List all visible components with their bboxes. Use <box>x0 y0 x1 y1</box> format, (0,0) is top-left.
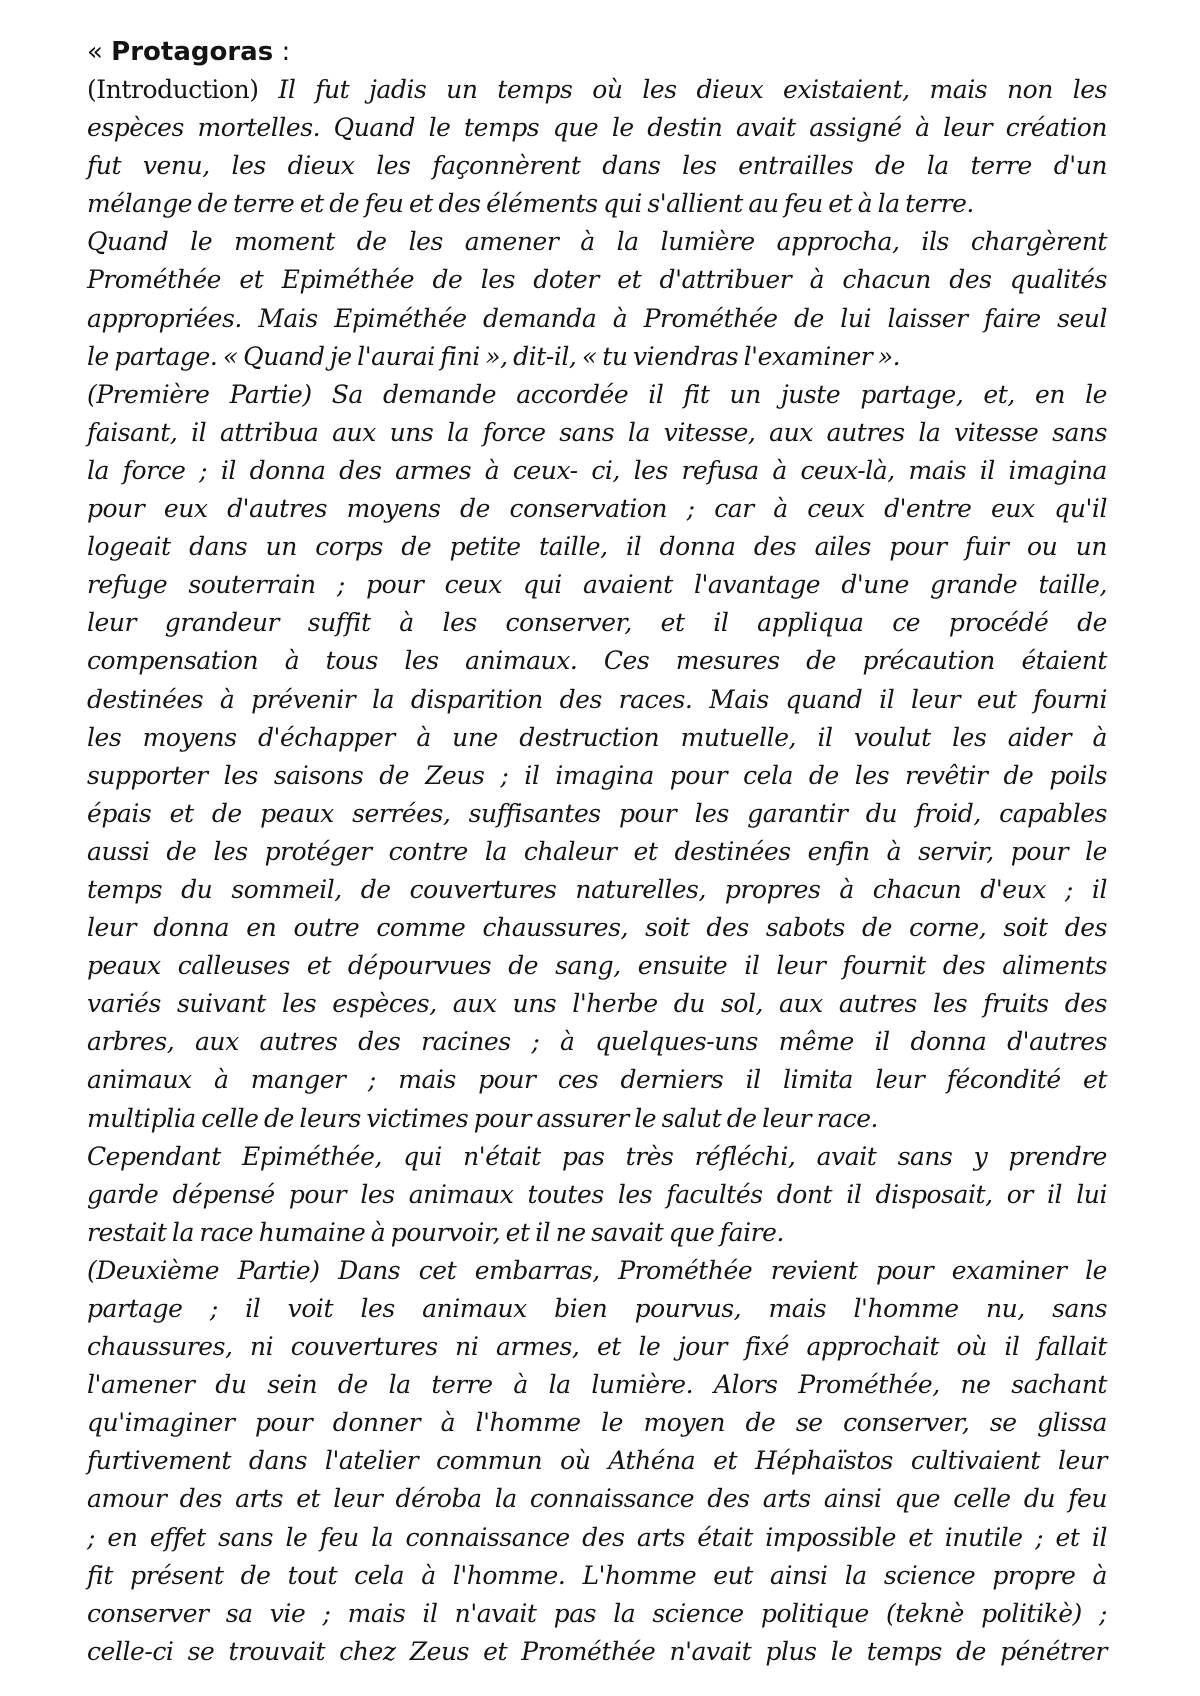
intro-label: (Introduction) <box>87 75 259 104</box>
text-line: refuge souterrain ; pour ceux qui avaient l'avantage d'une grande taille, <box>87 570 1107 600</box>
text-line: partage ; il voit les animaux bien pourvus, mais l'homme nu, sans <box>87 1294 1107 1323</box>
text-line: peaux calleuses et dépourvues de sang, ensuite il leur fournit des aliments <box>87 951 1107 981</box>
text-line: amour des arts et leur déroba la connaissance des arts ainsi que celle du feu <box>87 1484 1107 1514</box>
text-line: fit présent de tout cela à l'homme. L'homme eut ainsi la science propre à <box>87 1560 1107 1590</box>
text-line: furtivement dans l'atelier commun où Athéna et Héphaïstos cultivaient leur <box>87 1446 1107 1476</box>
text-line <box>87 71 1107 109</box>
document-page <box>87 34 1107 1671</box>
title-open-quote: « <box>87 37 112 67</box>
line-text: Il fut jadis un temps où les dieux existaient, mais non les <box>278 75 1107 104</box>
text-line: appropriées. Mais Epiméthée demanda à Prométhée de lui laisser faire seul <box>87 303 1107 333</box>
text-line: celle-ci se trouvait chez Zeus et Prométhée n'avait plus le temps de pénétrer <box>87 1636 1107 1666</box>
text-line: Quand le moment de les amener à la lumière approcha, ils chargèrent <box>87 227 1107 257</box>
text-line: temps du sommeil, de couvertures naturelles, propres à chacun d'eux ; il <box>87 874 1107 904</box>
text-line: variés suivant les espèces, aux uns l'herbe du sol, aux autres les fruits des <box>87 989 1107 1019</box>
text-line: la force ; il donna des armes à ceux- ci, les refusa à ceux-là, mais il imagina <box>87 455 1107 485</box>
text-line: faisant, il attribua aux uns la force sans la vitesse, aux autres la vitesse sans <box>87 417 1107 447</box>
text-line: conserver sa vie ; mais il n'avait pas la science politique (teknè politikè) ; <box>87 1598 1107 1628</box>
text-line: compensation à tous les animaux. Ces mesures de précaution étaient <box>87 646 1107 676</box>
text-line: ; en effet sans le feu la connaissance des arts était impossible et inutile ; et il <box>87 1522 1107 1552</box>
text-line: arbres, aux autres des racines ; à quelques-uns même il donna d'autres <box>87 1027 1107 1057</box>
text-line: fut venu, les dieux les façonnèrent dans les entrailles de la terre d'un <box>87 151 1107 181</box>
text-line: garde dépensé pour les animaux toutes les facultés dont il disposait, or il lui <box>87 1179 1107 1209</box>
text-line: supporter les saisons de Zeus ; il imagina pour cela de les revêtir de poils <box>87 760 1107 790</box>
text-line: (Deuxième Partie) Dans cet embarras, Prométhée revient pour examiner le <box>87 1255 1107 1285</box>
text-line: pour eux d'autres moyens de conservation ; car à ceux d'entre eux qu'il <box>87 494 1107 524</box>
text-line: mélange de terre et de feu et des éléments qui s'allient au feu et à la terre. <box>87 189 974 219</box>
text-line: leur grandeur suffit à les conserver, et il appliqua ce procédé de <box>87 608 1107 638</box>
text-line: épais et de peaux serrées, suffisantes pour les garantir du froid, capables <box>87 798 1107 828</box>
text-line: les moyens d'échapper à une destruction mutuelle, il voulut les aider à <box>87 722 1107 752</box>
title-line <box>87 34 1107 71</box>
text-line: qu'imaginer pour donner à l'homme le moyen de se conserver, se glissa <box>87 1408 1107 1438</box>
text-line: logeait dans un corps de petite taille, il donna des ailes pour fuir ou un <box>87 532 1107 562</box>
text-line: multiplia celle de leurs victimes pour assurer le salut de leur race. <box>87 1103 879 1133</box>
text-line: destinées à prévenir la disparition des races. Mais quand il leur eut fourni <box>87 684 1107 714</box>
text-line: aussi de les protéger contre la chaleur et destinées enfin à servir, pour le <box>87 836 1107 866</box>
text-line: Cependant Epiméthée, qui n'était pas très réfléchi, avait sans y prendre <box>87 1141 1107 1171</box>
text-line: chaussures, ni couvertures ni armes, et le jour fixé approchait où il fallait <box>87 1332 1107 1362</box>
text-line: espèces mortelles. Quand le temps que le destin avait assigné à leur création <box>87 113 1107 143</box>
text-line: restait la race humaine à pourvoir, et il ne savait que faire. <box>87 1217 784 1247</box>
text-line: leur donna en outre comme chaussures, soit des sabots de corne, soit des <box>87 913 1107 943</box>
text-line: le partage. « Quand je l'aurai fini », dit-il, « tu viendras l'examiner ». <box>87 341 901 371</box>
text-line: (Première Partie) Sa demande accordée il fit un juste partage, et, en le <box>87 379 1107 409</box>
text-line: animaux à manger ; mais pour ces derniers il limita leur fécondité et <box>87 1065 1107 1095</box>
title-colon: : <box>273 37 291 67</box>
text-line: Prométhée et Epiméthée de les doter et d'attribuer à chacun des qualités <box>87 265 1107 295</box>
document-title: Protagoras <box>111 37 274 67</box>
text-line: l'amener du sein de la terre à la lumière. Alors Prométhée, ne sachant <box>87 1370 1107 1400</box>
